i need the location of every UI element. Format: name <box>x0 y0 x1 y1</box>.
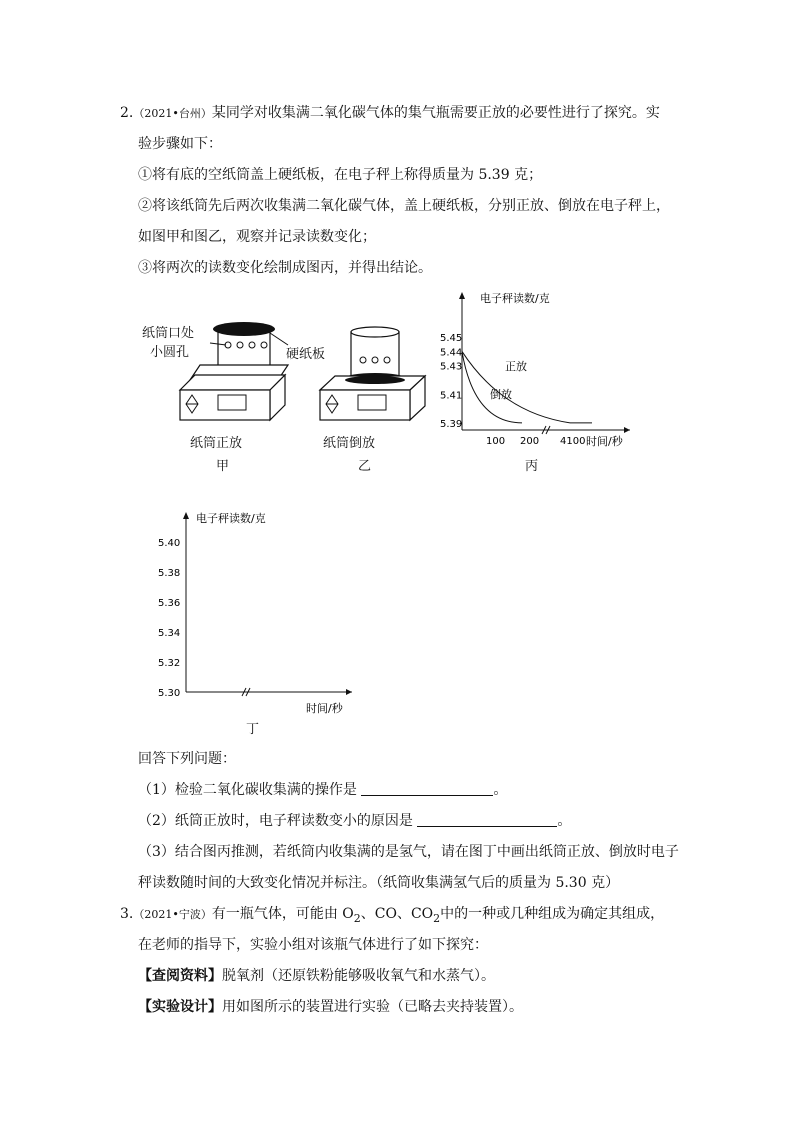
answer-blank-2[interactable] <box>417 812 557 827</box>
q2-stem-line1 <box>120 103 660 124</box>
x-tick-label: 200 <box>520 436 540 447</box>
sub1-end: 。 <box>493 782 508 798</box>
q2-stem-text: 某同学对收集满二氧化碳气体的集气瓶需要正放的必要性进行了探究。实 <box>211 105 660 121</box>
q2-stem-line2: 验步骤如下： <box>138 136 222 152</box>
q3-info-tag: 【查阅资料】 <box>138 968 222 984</box>
y-tick-label: 5.43 <box>440 361 463 373</box>
q3-design-tag: 【实验设计】 <box>138 999 222 1015</box>
sub-question-3-line2: 秤读数随时间的大致变化情况并标注。（纸筒收集满氢气后的质量为 5.30 克） <box>138 875 620 891</box>
answer-intro: 回答下列问题： <box>138 751 236 767</box>
sub-question-2 <box>138 811 571 831</box>
q3-sub-2a: 2 <box>353 911 361 925</box>
y-tick-label: 5.41 <box>440 390 463 402</box>
q3-info-text: 脱氧剂（还原铁粉能够吸收氧气和水蒸气）。 <box>222 968 495 984</box>
q3-stem-line2: 在老师的指导下，实验小组对该瓶气体进行了如下探究： <box>138 937 488 953</box>
x-tick-label: 100 <box>486 436 506 447</box>
sub2-end: 。 <box>557 813 572 829</box>
q3-source: （2021•宁波） <box>133 908 212 921</box>
figure-name-ding: 丁 <box>246 722 260 737</box>
y-axis-label: 电子秤读数/克 <box>480 292 550 305</box>
x-axis-arrow <box>624 427 630 433</box>
x-axis-label: 时间/秒 <box>586 435 623 448</box>
q3-stem-b: 、CO、CO <box>360 906 434 922</box>
caption-jia: 纸筒正放 <box>190 436 243 451</box>
q3-design-text: 用如图所示的装置进行实验（已略去夹持装置）。 <box>222 999 523 1015</box>
q3-sub-2b: 2 <box>433 911 441 925</box>
y-tick-label: 5.32 <box>158 658 181 669</box>
q2-step1: ①将有底的空纸筒盖上硬纸板，在电子秤上称得质量为 5.39 克； <box>138 167 543 183</box>
y-tick-label: 5.34 <box>158 628 181 639</box>
sub-question-1 <box>138 780 507 800</box>
q2-step2-line2: 如图甲和图乙，观察并记录读数变化； <box>138 229 376 245</box>
q2-number: 2. <box>120 105 134 121</box>
chart-ding <box>150 508 390 718</box>
q3-info <box>138 966 495 986</box>
x-tick-label: 4100 <box>560 436 586 447</box>
y-tick-label: 5.45 <box>440 333 463 345</box>
q3-design <box>138 997 523 1017</box>
y-tick-label: 5.39 <box>440 418 463 430</box>
y-axis-arrow <box>459 292 465 299</box>
q3-stem-a: 有一瓶气体，可能由 O <box>211 906 354 922</box>
q3-number: 3. <box>120 906 134 922</box>
chart-bing <box>440 290 640 450</box>
caption-yi: 纸筒倒放 <box>323 436 376 451</box>
figure-name-yi: 乙 <box>358 459 372 474</box>
x-axis-label: 时间/秒 <box>306 702 343 715</box>
answer-blank-1[interactable] <box>361 781 493 796</box>
q2-step2-line1: ②将该纸筒先后两次收集满二氧化碳气体，盖上硬纸板，分别正放、倒放在电子秤上， <box>138 198 670 214</box>
y-axis-arrow <box>183 512 189 519</box>
sub-question-3-line1: （3）结合图丙推测，若纸筒内收集满的是氢气，请在图丁中画出纸筒正放、倒放时电子 <box>138 844 679 860</box>
y-tick-label: 5.38 <box>158 568 181 579</box>
q3-stem-line1 <box>120 904 664 929</box>
figure-name-jia: 甲 <box>216 459 230 474</box>
y-tick-label: 5.44 <box>440 347 463 359</box>
label-board: 硬纸板 <box>286 347 326 362</box>
sub1-text: （1）检验二氧化碳收集满的操作是 <box>138 782 357 798</box>
sub2-text: （2）纸筒正放时，电子秤读数变小的原因是 <box>138 813 413 829</box>
y-tick-label: 5.36 <box>158 598 181 609</box>
q3-stem-c: 中的一种或几种组成为确定其组成， <box>440 906 665 922</box>
series-label-zhengfang: 正放 <box>505 360 527 373</box>
label-hole-line2: 小圆孔 <box>150 345 190 360</box>
q2-step3: ③将两次的读数变化绘制成图丙，并得出结论。 <box>138 260 432 276</box>
label-hole-line1: 纸筒口处 <box>142 326 195 341</box>
series-label-daofang: 倒放 <box>490 388 512 401</box>
q2-source: （2021•台州） <box>133 107 212 120</box>
y-tick-label: 5.40 <box>158 538 181 549</box>
x-axis-arrow <box>346 689 352 695</box>
figure-name-bing: 丙 <box>525 459 539 474</box>
y-tick-label: 5.30 <box>158 688 181 699</box>
y-axis-label: 电子秤读数/克 <box>196 512 266 525</box>
